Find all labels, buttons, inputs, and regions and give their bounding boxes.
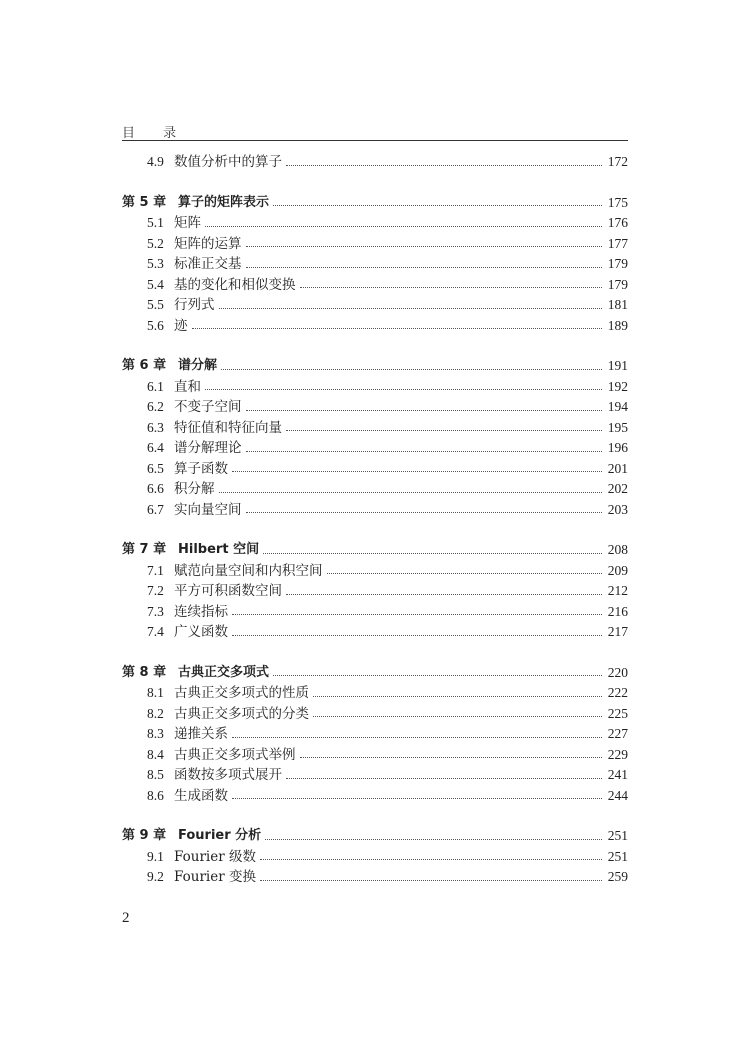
dot-leader (313, 716, 602, 717)
section-title: Fourier 级数 (174, 848, 256, 865)
section-title: 函数按多项式展开 (174, 767, 282, 783)
dot-leader (232, 471, 602, 472)
section-title: 积分解 (174, 481, 215, 497)
toc-section-row[interactable] (122, 254, 628, 275)
toc-gap (122, 643, 628, 663)
toc-section-row[interactable] (122, 479, 628, 500)
dot-leader (300, 287, 603, 288)
dot-leader (219, 308, 603, 309)
section-number: 5.2 (147, 235, 164, 251)
page-ref: 229 (607, 746, 628, 762)
toc-chapter-row[interactable] (122, 193, 628, 214)
section-title: 赋范向量空间和内积空间 (174, 562, 323, 579)
dot-leader (260, 880, 602, 881)
toc-section-row[interactable] (122, 683, 628, 704)
dot-leader (300, 757, 603, 758)
section-number: 8.6 (147, 787, 164, 803)
toc-section-row[interactable] (122, 397, 628, 418)
dot-leader (286, 430, 602, 431)
dot-leader (246, 267, 603, 268)
page-ref: 191 (607, 358, 628, 373)
dot-leader (263, 553, 602, 554)
toc-section-row[interactable] (122, 622, 628, 643)
page-ref: 172 (607, 154, 628, 169)
section-number: 6.7 (147, 501, 164, 517)
dot-leader (246, 410, 603, 411)
dot-leader (286, 165, 602, 166)
dot-leader (232, 737, 602, 738)
page-ref: 251 (607, 848, 628, 864)
toc-section-row[interactable] (122, 234, 628, 255)
section-number: 5.1 (147, 215, 164, 230)
dot-leader (273, 675, 602, 676)
section-number: 8.1 (147, 685, 164, 700)
page-ref: 251 (607, 828, 628, 843)
page-ref: 227 (607, 726, 628, 741)
toc-section-row[interactable] (122, 847, 628, 868)
section-number: 8.4 (147, 746, 164, 762)
table-of-contents (122, 152, 628, 888)
page-ref: 225 (607, 705, 628, 721)
chapter-number: 第 9 章 (122, 828, 167, 843)
page-ref: 222 (607, 685, 628, 700)
toc-gap (122, 520, 628, 540)
chapter-number: 第 6 章 (122, 358, 167, 373)
toc-section-row[interactable] (122, 459, 628, 480)
section-number: 6.4 (147, 440, 164, 455)
toc-section-row[interactable] (122, 275, 628, 296)
dot-leader (219, 492, 603, 493)
page-ref: 192 (607, 378, 628, 394)
page-number: 2 (122, 910, 130, 926)
dot-leader (205, 226, 602, 227)
toc-section-row[interactable] (122, 581, 628, 602)
toc-section-row[interactable] (122, 724, 628, 745)
toc-section-row[interactable] (122, 418, 628, 439)
toc-section-row[interactable] (122, 377, 628, 398)
section-number: 6.5 (147, 460, 164, 476)
section-number: 6.6 (147, 481, 164, 496)
toc-chapter-row[interactable] (122, 540, 628, 561)
section-title: 谱分解理论 (174, 440, 242, 456)
section-title: 古典正交多项式的性质 (174, 685, 309, 701)
toc-section-row[interactable] (122, 765, 628, 786)
dot-leader (313, 696, 602, 697)
section-title: 不变子空间 (174, 399, 242, 415)
section-number: 9.2 (147, 869, 164, 884)
page-ref: 212 (607, 583, 628, 598)
section-title: 直和 (174, 378, 201, 395)
chapter-title: 算子的矩阵表示 (178, 194, 270, 210)
page-ref: 195 (607, 419, 628, 435)
page-ref: 220 (607, 664, 628, 680)
toc-section-row[interactable] (122, 704, 628, 725)
toc-section-row[interactable] (122, 602, 628, 623)
page-ref: 179 (607, 256, 628, 271)
page-ref: 244 (607, 787, 628, 803)
page-ref: 216 (607, 603, 628, 619)
section-number: 8.5 (147, 767, 164, 782)
section-number: 6.3 (147, 419, 164, 435)
section-title: 古典正交多项式的分类 (174, 705, 309, 722)
page-ref: 217 (607, 624, 628, 639)
chapter-number: 第 5 章 (122, 194, 167, 210)
section-number: 7.4 (147, 624, 164, 639)
dot-leader (232, 635, 602, 636)
page-ref: 209 (607, 562, 628, 578)
toc-gap (122, 336, 628, 356)
toc-gap (122, 806, 628, 826)
chapter-title: 谱分解 (178, 358, 218, 373)
chapter-title: Fourier 分析 (178, 828, 262, 843)
section-number: 5.6 (147, 317, 164, 333)
section-number: 6.2 (147, 399, 164, 414)
section-title: 迹 (174, 317, 188, 334)
section-title: 基的变化和相似变换 (174, 276, 296, 293)
chapter-title: Hilbert 空间 (178, 542, 260, 557)
page-ref: 176 (607, 215, 628, 230)
toc-section-row[interactable] (122, 438, 628, 459)
toc-chapter-row[interactable] (122, 826, 628, 847)
dot-leader (192, 328, 603, 329)
page-ref: 241 (607, 767, 628, 782)
toc-section-row[interactable] (122, 152, 628, 173)
page-ref: 201 (607, 460, 628, 476)
section-title: 算子函数 (174, 460, 228, 477)
toc-chapter-row[interactable] (122, 356, 628, 377)
section-number: 9.1 (147, 848, 164, 864)
toc-section-row[interactable] (122, 561, 628, 582)
page-ref: 175 (607, 194, 628, 210)
page-ref: 203 (607, 501, 628, 517)
section-number: 5.5 (147, 297, 164, 312)
page-ref: 181 (607, 297, 628, 312)
section-title: 生成函数 (174, 787, 228, 804)
page-ref: 177 (607, 235, 628, 251)
page-ref: 194 (607, 399, 628, 414)
section-title: 特征值和特征向量 (174, 419, 282, 436)
section-title: 广义函数 (174, 624, 228, 640)
section-title: 递推关系 (174, 726, 228, 742)
header-title: 目 录 (122, 126, 189, 141)
page-ref: 208 (607, 542, 628, 557)
toc-section-row[interactable] (122, 867, 628, 888)
section-title: 实向量空间 (174, 501, 242, 518)
dot-leader (265, 839, 602, 840)
chapter-number: 第 8 章 (122, 664, 167, 680)
section-title: 行列式 (174, 297, 215, 313)
section-number: 6.1 (147, 378, 164, 394)
dot-leader (221, 369, 602, 370)
dot-leader (273, 205, 602, 206)
page-ref: 259 (607, 869, 628, 884)
dot-leader (246, 512, 603, 513)
running-header (122, 120, 628, 141)
dot-leader (246, 246, 603, 247)
page-ref: 179 (607, 276, 628, 292)
dot-leader (232, 798, 602, 799)
section-number: 4.9 (147, 154, 164, 169)
section-title: 矩阵的运算 (174, 235, 242, 252)
toc-gap (122, 173, 628, 193)
section-title: 平方可积函数空间 (174, 583, 282, 599)
section-title: 连续指标 (174, 603, 228, 620)
page-ref: 202 (607, 481, 628, 496)
section-title: 矩阵 (174, 215, 201, 231)
dot-leader (232, 614, 602, 615)
dot-leader (327, 573, 603, 574)
section-title: 古典正交多项式举例 (174, 746, 296, 763)
chapter-number: 第 7 章 (122, 542, 167, 557)
section-number: 5.3 (147, 256, 164, 271)
page-ref: 189 (607, 317, 628, 333)
section-number: 7.2 (147, 583, 164, 598)
section-number: 7.1 (147, 562, 164, 578)
toc-section-row[interactable] (122, 316, 628, 337)
page-ref: 196 (607, 440, 628, 455)
toc-section-row[interactable] (122, 745, 628, 766)
section-number: 7.3 (147, 603, 164, 619)
toc-section-row[interactable] (122, 213, 628, 234)
dot-leader (246, 451, 603, 452)
toc-section-row[interactable] (122, 786, 628, 807)
section-number: 8.3 (147, 726, 164, 741)
chapter-title: 古典正交多项式 (178, 664, 270, 680)
section-title: Fourier 变换 (174, 869, 256, 885)
section-number: 8.2 (147, 705, 164, 721)
section-title: 数值分析中的算子 (174, 154, 282, 170)
dot-leader (260, 859, 602, 860)
dot-leader (286, 778, 602, 779)
dot-leader (286, 594, 602, 595)
dot-leader (205, 389, 602, 390)
toc-chapter-row[interactable] (122, 663, 628, 684)
section-number: 5.4 (147, 276, 164, 292)
section-title: 标准正交基 (174, 256, 242, 272)
toc-section-row[interactable] (122, 295, 628, 316)
toc-section-row[interactable] (122, 500, 628, 521)
